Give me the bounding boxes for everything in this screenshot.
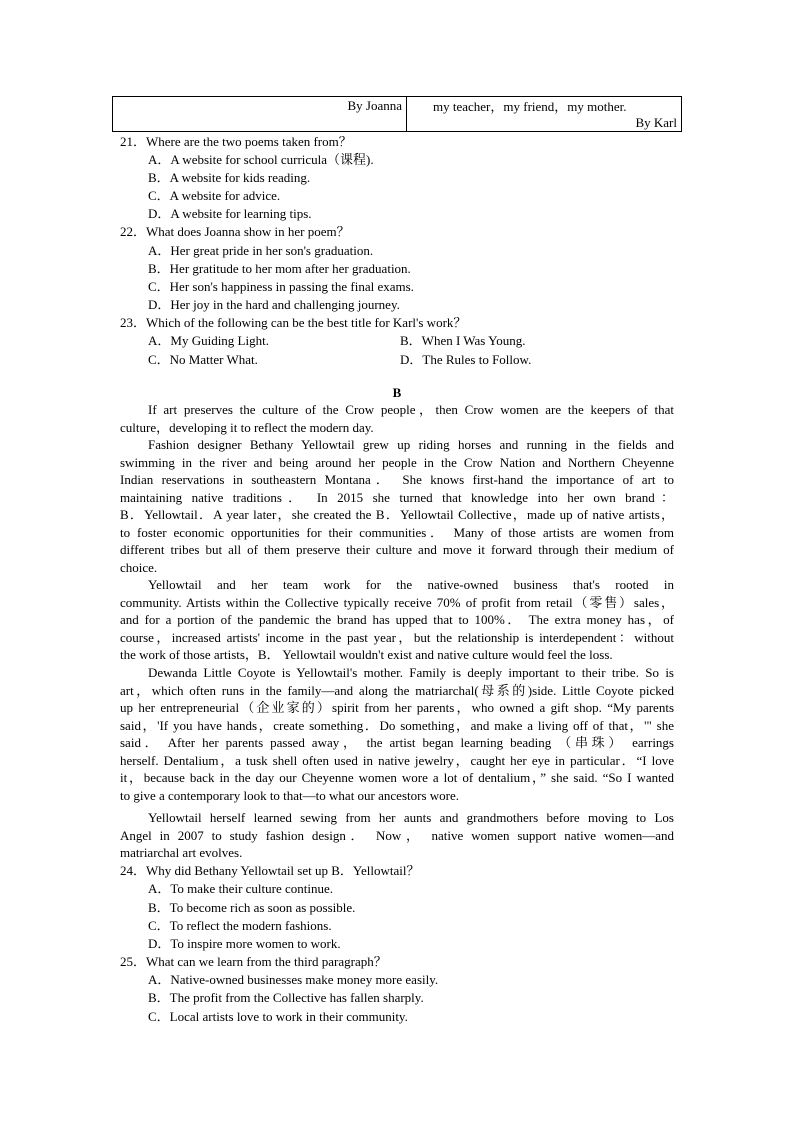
paragraph-line: the work of those artists，B． Yellowtail wouldn't exist and native culture would feel the loss. [120,647,613,662]
q21-option-b: B．A website for kids reading. [148,170,311,185]
poem-author-joanna: By Joanna [347,98,402,113]
poem-cell-karl [407,97,682,132]
paragraph-line: up her entrepreneurial（企业家的）spirit from her parents，who owned a gift shop. “My parents [120,700,674,715]
passage-paragraph-2 [120,436,674,576]
passage-paragraph-4 [120,664,674,804]
q22-option-c: C．Her son's happiness in passing the final exams. [148,279,414,294]
question-25: 25．What can we learn from the third paragraph？ [120,954,387,969]
q21-option-c: C．A website for advice. [148,188,281,203]
paragraph-line: choice. [120,559,158,575]
poem-table [112,96,682,132]
poem-line: my teacher，my friend，my mother. [433,99,627,114]
q23-option-c: C．No Matter What. [148,352,258,367]
paragraph-line: and for a portion of the pandemic the brand has upped that to 100%． The extra money has，of [120,612,674,627]
q24-option-a: A．To make their culture continue. [148,881,334,896]
paragraph-line: Fashion designer Bethany Yellowtail grew up riding horses and running in the fields and [148,437,674,452]
paragraph-line: different tribes but all of them preserve their culture and move it forward through their medium of [120,542,674,557]
q24-option-c: C．To reflect the modern fashions. [148,918,332,933]
question-24: 24．Why did Bethany Yellowtail set up B．Yellowtail？ [120,863,420,878]
paragraph-line: course，increased artists' income in the past year，but the relationship is interdependent：without [120,629,674,645]
q23-option-b: B．When I Was Young. [400,333,526,348]
paragraph-line: to foster economic opportunities for their communities． Many of those artists are women from [120,524,674,540]
paragraph-line: B．Yellowtail．A year later，she created the B．Yellowtail Collective，made up of native artists， [120,507,674,522]
q22-option-b: B．Her gratitude to her mom after her graduation. [148,261,411,276]
poem-author-karl: By Karl [635,115,677,130]
paragraph-line: Indian reservations in southeastern Montana． She knows first-hand the importance of art to [120,472,674,487]
paragraph-line: it，because back in the day our Cheyenne women wore a lot of dentalium，” she said. “So I wanted [120,770,674,785]
paragraph-line: Yellowtail and her team work for the native-owned business that's rooted in [148,577,674,592]
passage-paragraph-3 [120,576,674,664]
paragraph-line: If art preserves the culture of the Crow people，then Crow women are the keepers of that [148,402,674,417]
question-23: 23．Which of the following can be the best title for Karl's work？ [120,315,467,330]
paragraph-line: said，'If you have hands，create something．Do something，and make a living off of that，'" she [120,717,674,733]
q24-option-b: B．To become rich as soon as possible. [148,900,356,915]
paragraph-line: herself. Dentalium，a tusk shell often used in native jewelry，caught her eye in particular．“I love [120,752,674,768]
q22-option-d: D．Her joy in the hard and challenging journey. [148,297,400,312]
paragraph-line: swimming in the river and being around her people in the Crow Nation and Northern Cheyenne [120,454,674,470]
passage-paragraph-5 [120,809,674,862]
paragraph-line: Dewanda Little Coyote is Yellowtail's mother. Family is deeply important to their tribe. So is [148,665,674,680]
q24-option-d: D．To inspire more women to work. [148,936,341,951]
paragraph-line: matriarchal art evolves. [120,845,243,860]
q23-option-a: A．My Guiding Light. [148,333,269,348]
paragraph-line: Yellowtail herself learned sewing from her aunts and grandmothers before moving to Los [148,810,674,825]
poem-cell-joanna [113,97,407,132]
paragraph-line: maintaining native traditions． In 2015 she turned that knowledge into her own brand： [120,489,674,505]
paragraph-line: culture，developing it to reflect the modern day. [120,419,374,435]
q23-option-d: D．The Rules to Follow. [400,352,532,367]
q25-option-a: A．Native-owned businesses make money more easily. [148,972,439,987]
paragraph-line: said． After her parents passed away， the artist began learning beading （串珠） earrings [120,735,674,750]
q21-option-d: D．A website for learning tips. [148,206,312,221]
q25-option-b: B．The profit from the Collective has fallen sharply. [148,990,424,1005]
paragraph-line: to give a contemporary look to that—to what our ancestors wore. [120,787,459,803]
paragraph-line: art，which often runs in the family—and along the matriarchal(母系的)side. Little Coyote picked [120,682,674,698]
q25-option-c: C．Local artists love to work in their community. [148,1009,408,1024]
passage-paragraph-1 [120,401,674,436]
paragraph-line: Angel in 2007 to study fashion design． Now， native women support native women—and [120,827,674,843]
question-21: 21．Where are the two poems taken from？ [120,134,352,149]
paragraph-line: community. Artists within the Collective typically receive 70% of profit from retail（零售）sales， [120,594,674,610]
q21-option-a: A．A website for school curricula（课程). [148,152,374,167]
q22-option-a: A．Her great pride in her son's graduation. [148,243,374,258]
question-22: 22．What does Joanna show in her poem？ [120,224,350,239]
section-title: B [392,385,402,400]
